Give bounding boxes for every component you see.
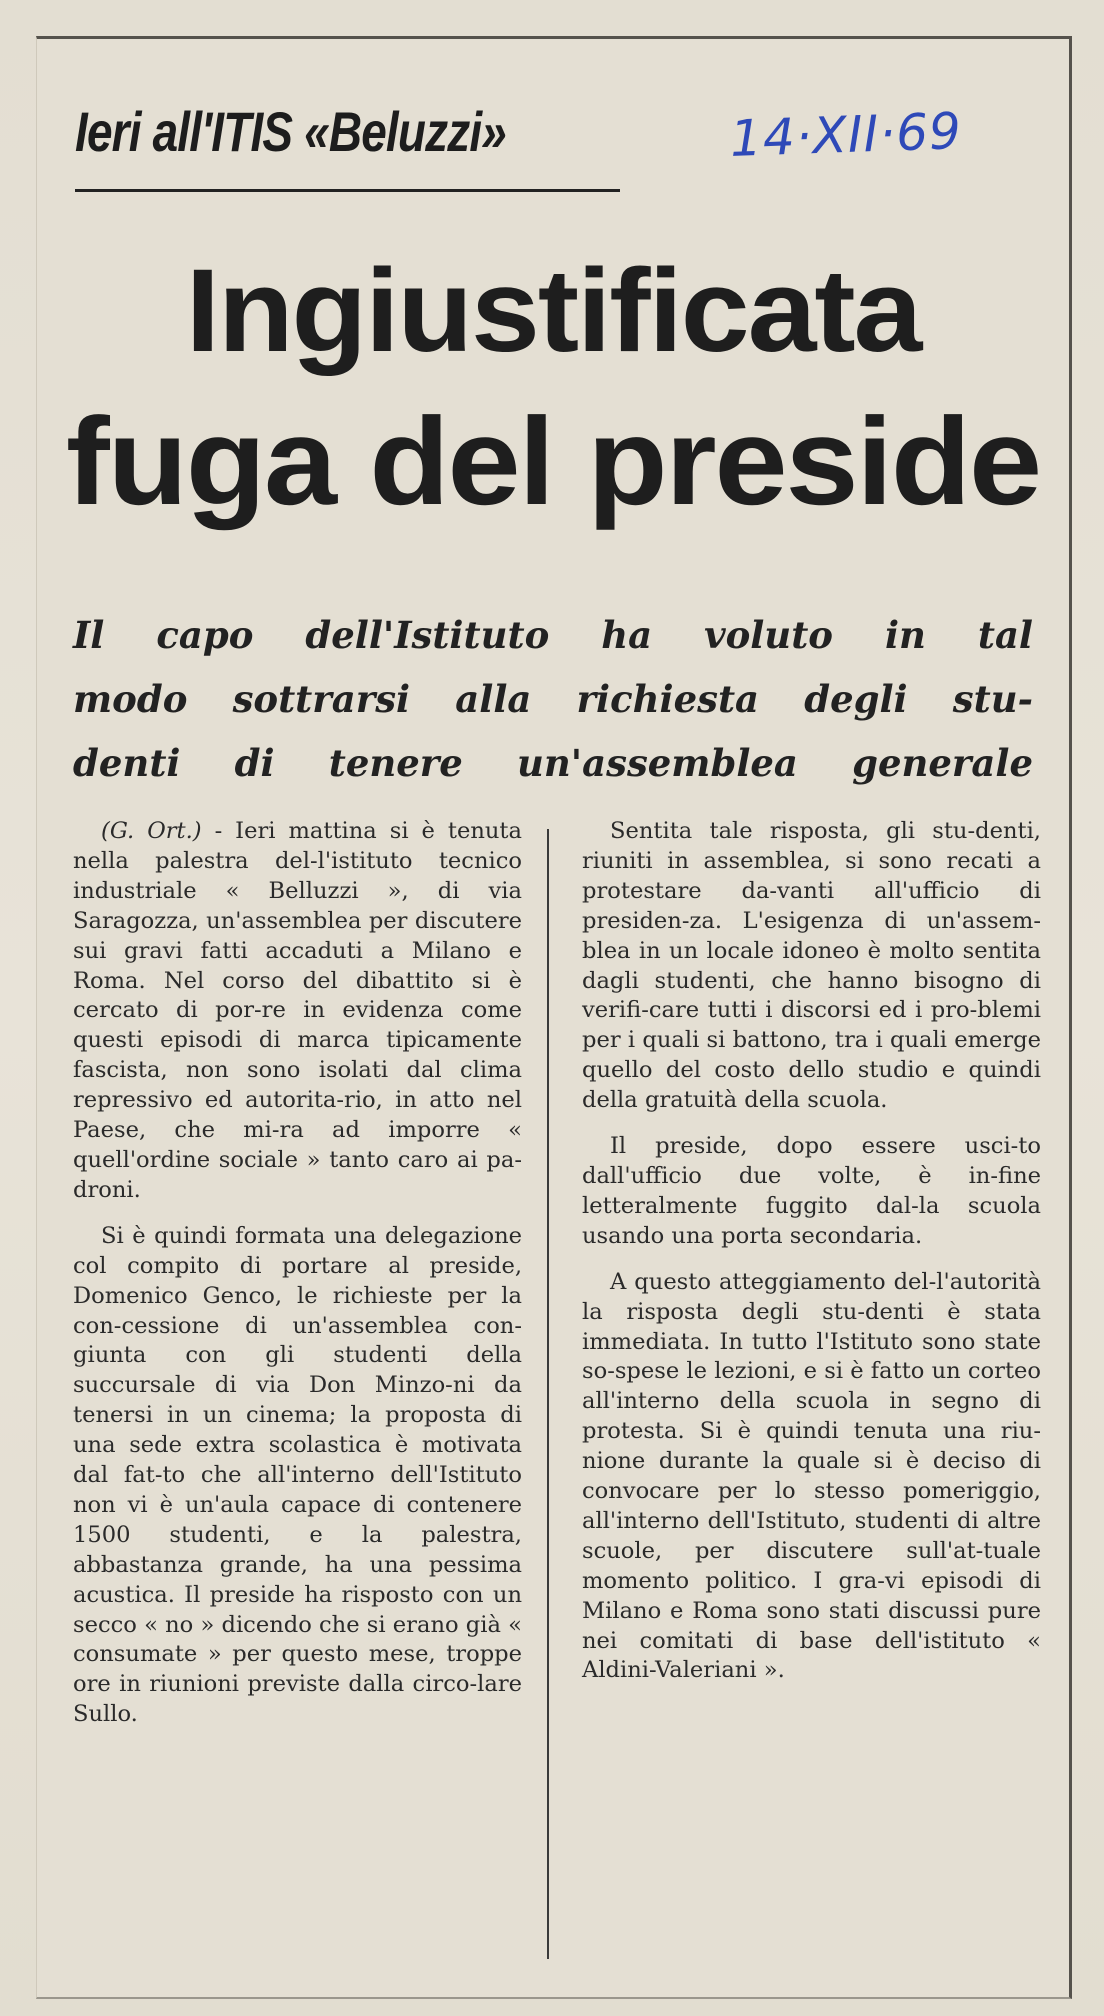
newspaper-clipping xyxy=(36,36,1072,1999)
headline-line-2: fuga del preside xyxy=(65,393,1041,531)
paragraph-3: Sentita tale risposta, gli stu-denti, riuniti in assemblea, si sono recati a protestare da-vanti all'ufficio di presiden-za. L'esigenza di un'assem-blea in un locale idoneo è molto sentita dagli studenti, che hanno bisogno di verifi-care tutti i discorsi ed i pro-blemi per i quali si battono, tra i quali emerge quello del costo dello studio e quindi della gratuità della scuola. xyxy=(582,818,1041,1114)
article-column-left xyxy=(73,817,522,1746)
article-column-right xyxy=(582,817,1041,1702)
paragraph-1-text: - Ieri mattina si è tenuta nella palestra del-l'istituto tecnico industriale « Belluzzi », di via Saragozza, un'assemblea per discutere sui gravi fatti accaduti a Milano e Roma. Nel corso del dibattito si è cercato di por-re in evidenza come questi episodi di marca tipicamente fascista, non sono isolati dal clima repressivo ed autorita-rio, in atto nel Paese, che mi-ra ad imporre « quell'ordine sociale » tanto caro ai pa-droni. xyxy=(73,818,522,1203)
handwritten-date: 14·XII·69 xyxy=(729,101,963,169)
kicker-rule xyxy=(75,189,620,192)
byline: (G. Ort.) xyxy=(101,818,202,844)
subheadline-line-3: denti di tenere un'assemblea generale xyxy=(73,741,1033,785)
paragraph-1 xyxy=(73,817,522,1206)
paragraph-4: Il preside, dopo essere usci-to dall'ufficio due volte, è in-fine letteralmente fuggito dal-la scuola usando una porta secondaria. xyxy=(582,1133,1041,1249)
headline-line-1: Ingiustificata xyxy=(185,245,921,377)
column-divider xyxy=(547,829,549,1959)
subheadline-line-2: modo sottrarsi alla richiesta degli stu- xyxy=(73,677,1033,721)
paragraph-2: Si è quindi formata una delegazione col compito di portare al preside, Domenico Genco, le richieste per la con-cessione di un'assemblea con-giunta con gli studenti della succursale di via Don Minzo-ni da tenersi in un cinema; la proposta di una sede extra scolastica è motivata dal fat-to che all'interno dell'Istituto non vi è un'aula capace di contenere 1500 studenti, e la palestra, abbastanza grande, ha una pessima acustica. Il preside ha risposto con un secco « no » dicendo che si erano già « consumate » per questo mese, troppe ore in riunioni previste dalla circo-lare Sullo. xyxy=(73,1222,522,1728)
kicker: Ieri all'ITIS «Beluzzi» xyxy=(75,100,507,163)
subheadline-line-1: Il capo dell'Istituto ha voluto in tal xyxy=(73,613,1033,657)
paragraph-5: A questo atteggiamento del-l'autorità la risposta degli stu-denti è stata immediata. In tutto l'Istituto sono state so-spese le lezioni, e si è fatto un corteo all'interno della scuola in segno di protesta. Si è quindi tenuta una riu-nione durante la quale si è deciso di convocare per lo stesso pomeriggio, all'interno dell'Istituto, studenti di altre scuole, per discutere sull'at-tuale momento politico. I gra-vi episodi di Milano e Roma sono stati discussi pure nei comitati di base dell'istituto « Aldini-Valeriani ». xyxy=(582,1268,1041,1684)
